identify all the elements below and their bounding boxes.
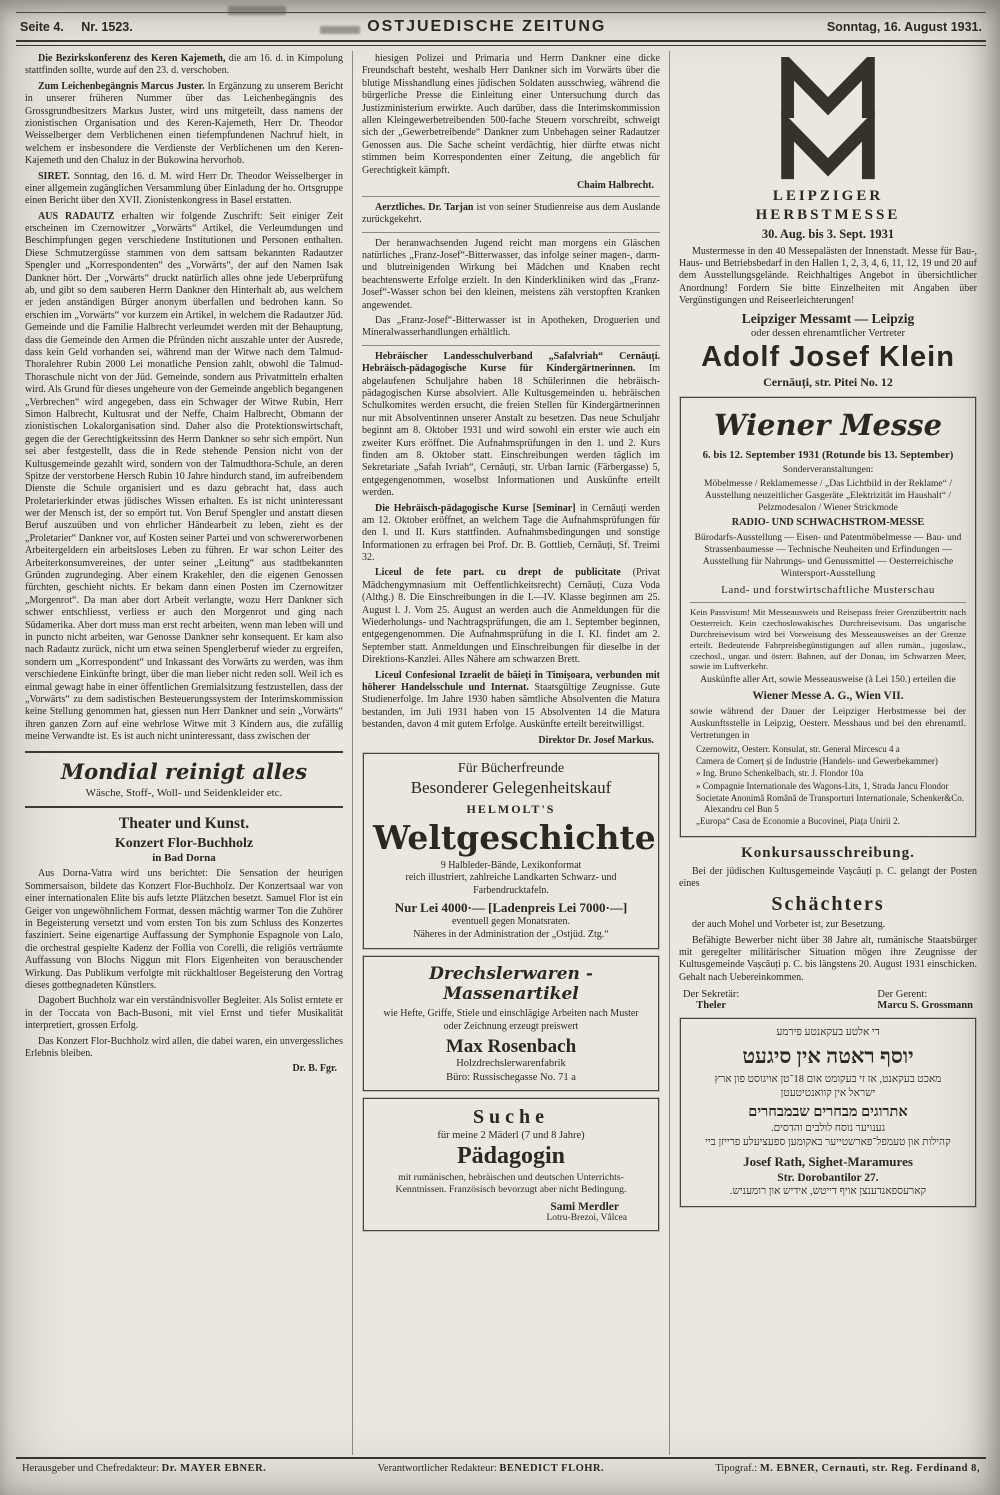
footer-printer-label: Tipograf.: <box>715 1463 758 1474</box>
footer-publisher-label: Herausgeber und Chefredakteur: <box>22 1463 160 1474</box>
article-radautz-signature: Chaim Halbrecht. <box>576 179 654 191</box>
brief-leichenbegaengnis-lead: Zum Leichenbegängnis Marcus Juster. <box>38 80 205 92</box>
ad-leipziger-herbstmesse <box>679 57 977 390</box>
ad-helmolt-format: 9 Halbleder-Bände, Lexikonformat <box>440 859 582 871</box>
ad-helmolt-line2: Besonderer Gelegenheitskauf <box>410 777 612 797</box>
ad-wiener-tech: Bürodarfs-Ausstellung — Eisen- und Patentmöbelmesse — Bau- und Strassenbaumesse — Technische Neuheiten und Erfindungen — Ausstellung für Nahrungs- und Genussmittel — Oesterreichische Wintersport-Ausstellung <box>694 531 962 579</box>
konkurs-secretary-name: Theler <box>696 1000 726 1012</box>
ad-wiener-land: Land- und forstwirtschaftliche Musterschau <box>721 583 935 596</box>
notice-franz-josef-body1: Der heranwachsenden Jugend reicht man morgens ein Gläschen natürliches „Franz-Josef“-Bitterwasser, das infolge seiner magen-, darm- und blutreinigenden Wirkung bei Mädchen und Knaben recht beachtenswerte Erfolge erzielt. In den Kinderkliniken wird das „Franz-Josef“-Wasser schon bei den kleinen, meistens zäh verstopften Kranken angewendet. <box>362 237 660 311</box>
article-konzert-body3: Das Konzert Flor-Buchholz wird allen, die dabei waren, ein unvergessliches Erlebnis bleiben. <box>25 1035 343 1059</box>
konkurs-body2: der auch Mohel und Vorbeter ist, zur Besetzung. <box>692 919 886 931</box>
notice-seminar-lead: Die Hebräisch-pädagogische Kurse [Seminar] <box>375 502 576 514</box>
ad-drechslerwaren-name: Max Rosenbach <box>445 1036 577 1058</box>
notice-liceul-fete-body: (Privat Mädchengymnasium mit Oeffentlichkeitsrecht) Cernăuți, Cuza Voda (Althg.) 8. Die Einschreibungen in die I.—IV. Klasse beginnen am 25. August l. J. Vom 25. August an werden auch die Anmeldungen für die Wiederholungs- und Nachtragsprüfungen, die am 1. September beginnen, entgegengenommen. Die Aufnahmsprüfung in die I. Kl. findet am 2. September statt. Anmeldungen und Einschreibungen für dieselbe in der Direktions-Kanzlei. Alles Nähere am schwarzen Brett. <box>362 567 660 666</box>
notice-liceul-fete-lead: Liceul de fete part. cu drept de publicitate <box>375 567 621 579</box>
ad-helmolt-price: Nur Lei 4000·— [Ladenpreis Lei 7000·—] <box>394 900 628 916</box>
notice-konkursausschreibung <box>679 845 977 1012</box>
ad-wiener-ag: Wiener Messe A. G., Wien VII. <box>752 690 904 703</box>
article-konzert-body2: Dagobert Buchholz war ein verständnisvoller Begleiter. Als Solist erntete er in der Toccata von Bach-Busoni, mit viel Ernst und tiefer Musikalität interpretiert, grossen Erfolg. <box>25 995 343 1032</box>
footer-editor-label: Verantwortlicher Redakteur: <box>377 1463 497 1474</box>
ad-rath-lulavim-line: גענויער נוסח לולבים והדסים. <box>770 1123 886 1135</box>
column-middle <box>352 51 670 1455</box>
ad-helmolt-raten: eventuell gegen Monatsraten. <box>451 916 570 928</box>
ad-mondial <box>25 751 343 808</box>
separator-rule <box>362 345 660 346</box>
masthead-rule <box>16 40 986 46</box>
notice-safalvriah-body: Im abgelaufenen Schuljahre haben 18 Schülerinnen die hebräisch-pädagogischen Kurse absolviert. Alle Kultusgemeinden u. hebräischen Schulkomites werden ersucht, die freien Stellen für Kindergärtnerinnen nur mit Absolventinnen unserer Anstalt zu besetzen. Das neue Schuljahr beginnt am 8. Oktober 1931 und wird sowohl ein erster wie auch ein zweiter Kurs eröffnet. Die Aufnahmsprüfungen in den 1. und 2. Kurs finden am 8. Oktober statt. Einschreibungen werden täglich im Sekretariate „Safah Ivriah“, Cernăuți, str. Urban Iarnic (Färbergasse) 5, entgegengenommen, woselbst Informationen und Auskünfte erteilt werden. <box>362 363 661 499</box>
notice-seminar <box>362 503 660 565</box>
konkurs-signatures <box>679 989 977 1011</box>
ad-leipzig-dates: 30. Aug. bis 3. Sept. 1931 <box>761 226 895 241</box>
ad-leipzig-title2: HERBSTMESSE <box>755 206 901 223</box>
article-radautz-continuation: hiesigen Polizei und Primaria und Herrn Dankner eine dicke Freundschaft besteht, weshalb Herr Dankner sich im Vorwärts über die blutige Misshandlung eines jüdischen Soldaten ausschwieg, während die bürgerliche Presse die Einleitung einer Untersuchung durch das Justizministerium erwirkte. Auch darüber, dass die Interimskommission allen Kleingewerbetreibenden 500-fache Steuern vorschreibt, schweigt sich der „Gewerbetreibende“ Dankner zum Unbehagen seiner Radautzer Genossen aus. Die Sache scheint verdächtig, hier dürfte etwas nicht stimmen beim Korrespondenten einer Zeitung, die angeblich für Gerechtigkeit kämpft. <box>362 53 660 176</box>
ad-mondial-title: Mondial reinigt alles <box>60 759 308 785</box>
ad-josef-rath-etrogim <box>680 1018 976 1207</box>
footer-editor <box>378 1463 605 1474</box>
ad-rath-line3: קהילות און טעמפל־פארשטייער באקומען ספעציעלע פרייזן ביי <box>705 1136 951 1148</box>
ad-suche-line2: für meine 2 Mäderl (7 und 8 Jahre) <box>437 1130 585 1142</box>
ad-wiener-rep-4: Societate Anonimă Română de Transporturi Internationale, Schenker&Co. Alexandru cel Bun 5 <box>696 792 964 815</box>
ad-wiener-sowie: sowie während der Dauer der Leipziger Herbstmesse bei der Auskunftsstelle in Leipzig, Oesterr. Messhaus und bei den ehrenamtl. Vertretungen in <box>690 705 966 741</box>
section-theater-heading: Theater und Kunst. <box>118 815 250 833</box>
ad-wiener-rep-3: » Compagnie Internationale des Wagons-Lits, 1, Strada Jancu Flondor <box>696 780 949 791</box>
article-konzert-body1: Aus Dorna-Vatra wird uns berichtet: Die Sensation der heurigen Sommersaison, bildete das Konzert Flor-Buchholz. Der Konzertsaal war von einer internationalen Elite bis aufs letzte Plätzchen besetzt. Samuel Flor ist ein Geiger von ungewöhnlichem Format, dessen mächtig warmer Ton die Zuhörer in Begeisterung versetzt und vom ersten Ton bis zum Schluss des Konzertes fasziniert. Seine eigenartige Auffassung der Symphonie Espagnole von Lalo, die orchestral gespielte Kadenz der Follia von Corelli, die religiös verträumte Auffassung von Blochs Niggun mit Flors Eigenheiten von berauschender Wirkung. Das Publikum verfolgte mit rückhaltloser Begeisterung den Vortrag dieses gottbegnadeten Künstlers. <box>25 868 343 991</box>
scan-artifact <box>320 26 360 34</box>
konkurs-title: Konkursausschreibung. <box>741 844 915 861</box>
ad-leipzig-title1: LEIPZIGER <box>772 188 884 204</box>
ad-drechslerwaren-body: wie Hefte, Griffe, Stiele und einschlägige Arbeiten nach Muster oder Zeichnung erzeugt preiswert <box>383 1008 639 1032</box>
ad-drechslerwaren-title: Drechslerwaren - Massenartikel <box>429 964 593 1005</box>
ad-helmolt-description: reich illustriert, zahlreiche Landkarten Schwarz- und Farbendrucktafeln. <box>405 872 617 896</box>
ad-mondial-subtitle: Wäsche, Stoff-, Woll- und Seidenkleider etc. <box>85 787 283 800</box>
ad-wiener-dates: 6. bis 12. September 1931 (Rotunde bis 13. September) <box>702 448 954 461</box>
ad-rath-line4: קארעספאנדענצן אויף דייטש, אידיש און רומעניש. <box>729 1186 927 1198</box>
konkurs-secretary <box>683 989 739 1011</box>
ad-wiener-radio-messe: RADIO- UND SCHWACHSTROM-MESSE <box>731 517 925 529</box>
ad-helmolt-weltgeschichte <box>363 753 659 950</box>
brief-leichenbegaengnis-body: In Ergänzung zu unserem Bericht in unserer früheren Nummer über das Leichenbegängnis des Grossgrundbesitzers Markus Juster, wird uns mitgeteilt, dass namens der zionistischen Organisation und des Keren-Kajemeth, Herr Dr. Theodor Weisselberger dem Verblichenen einen tiefempfundenen Nachruf hielt, in welchem er insbesondere die Verdienste der Verblichenen um den Keren-Kajemeth und den Chaluz in der Bukowina hervorhob. <box>25 80 344 167</box>
article-radautz <box>25 211 343 744</box>
notice-seminar-body: in Cernăuți werden am 12. Oktober eröffnet, an welchem Tage die Aufnahmsprüfungen für den I. und II. Kurs stattfinden. Aufnahmsbedingungen und sonstige Informationen zu erfragen bei Prof. Dr. B. Gottlieb, Cernăuți, Sf. Treimi 32. <box>362 502 660 564</box>
ad-wiener-sonder-list: Möbelmesse / Reklamemesse / „Das Lichtbild in der Reklame“ / Ausstellung neuzeitlicher Gasgeräte „Elektrizität im Haushalt“ / Pelzmodesalon / Wiener Strickmode <box>703 478 953 514</box>
page-columns <box>16 51 986 1455</box>
separator-rule <box>362 196 660 197</box>
ad-leipzig-org: Leipziger Messamt — Leipzig <box>741 311 915 327</box>
ad-wiener-sonder-label: Sonderveranstaltungen: <box>782 464 874 476</box>
ad-helmolt-brand: HELMOLT'S <box>466 801 556 816</box>
column-left <box>16 51 352 1455</box>
ad-helmolt-line1: Für Bücherfreunde <box>457 760 565 776</box>
brief-siret-body: Sonntag, den 16. d. M. wird Herr Dr. Theodor Weisselberger in einer allgemein zugänglichen Versammlung über Einladung der ho. Ortsgruppe einen Bericht über den XVII. Zionistenkongress in Basel erstatten. <box>25 170 344 207</box>
ad-drechslerwaren-factory: Holzdrechslerwarenfabrik <box>456 1058 566 1070</box>
article-radautz-lead: AUS RADAUTZ <box>38 210 115 222</box>
ad-helmolt-title: Weltgeschichte <box>373 817 656 857</box>
footer-printer <box>715 1463 980 1474</box>
page-number: Seite 4. <box>20 20 64 34</box>
notice-franz-josef-body2: Das „Franz-Josef“-Bitterwasser ist in Apotheken, Droguerien und Mineralwasserhandlungen erhältlich. <box>362 315 660 339</box>
notice-safalvriah-lead2: Hebräisch-pädagogische Kurse für Kindergärtnerinnen. <box>362 363 636 375</box>
scan-artifact <box>228 6 286 15</box>
konkurs-body1: Bei der jüdischen Kultusgemeinde Vașcăuți p. C. gelangt der Posten eines <box>679 865 977 889</box>
ad-suche-paedagogin <box>363 1098 659 1230</box>
brief-bezirkskonferenz <box>25 53 343 78</box>
konkurs-role: Schächters <box>771 893 885 916</box>
ad-wiener-visa-info: Kein Passvisum! Mit Messeausweis und Reisepass freier Grenzübertritt nach Oesterreich. Kein czechoslowakisches Durchreisevisum. Das ungarische Durchreisevisum wird bei Vorweisung des Messeausweises an der Grenze erteilt. Bedeutende Fahrpreisbegünstigungen auf allen rumän., jugoslaw., czechosl., ungar. und österr. Bahnen, auf der Donau, im Schwarzen Meer, sowie im Luftverkehr. <box>690 602 966 673</box>
ad-rath-line1: מאכט בעקאנט, אז זי בעקומט אום 18־טן אויגוסט פון ארץ <box>714 1074 942 1086</box>
footer-publisher <box>22 1463 266 1474</box>
notice-liceul-izraelit <box>362 670 660 732</box>
masthead-date: Sonntag, 16. August 1931. <box>826 20 982 34</box>
masthead <box>16 15 986 38</box>
article-konzert-signature: Dr. B. Fgr. <box>292 1063 337 1075</box>
separator-rule <box>362 232 660 233</box>
brief-siret-lead: SIRET. <box>38 170 70 182</box>
newspaper-title: OSTJUEDISCHE ZEITUNG <box>367 18 607 35</box>
brief-aerztliches-body: ist von seiner Studienreise aus dem Auslande zurückgekehrt. <box>362 201 661 226</box>
footer-editor-name: BENEDICT FLOHR. <box>499 1463 605 1474</box>
ad-drechslerwaren <box>363 956 659 1091</box>
masthead-left <box>20 20 147 34</box>
ad-suche-name: Sami Merdler <box>550 1200 619 1213</box>
ad-drechslerwaren-address: Büro: Russischegasse No. 71 a <box>446 1072 576 1084</box>
ad-leipzig-rep-note: oder dessen ehrenamtlicher Vertreter <box>750 328 906 340</box>
konkurs-gerent <box>877 989 973 1011</box>
brief-aerztliches-lead: Aerztliches. Dr. Tarjan <box>375 201 474 213</box>
ad-leipzig-body: Mustermesse in den 40 Messepalästen der Innenstadt. Messe für Bau-, Haus- und Betriebsbedarf in den Hallen 1, 2, 3, 4, 6, 11, 12, 19 und 20 auf dem Ausstellungsgelände. Reichhaltiges Angebot in übersichtlicher Anordnung! Fordern Sie bitte Einzelheiten mit Angaben über Vergünstigungen und Reiseerleichterungen! <box>679 245 977 307</box>
ad-rath-title: יוסף ראטה אין סיגעט <box>742 1043 914 1068</box>
notice-liceul-izraelit-body: Staatsgültige Zeugnisse. Gute Studienerfolge. Im Jahre 1930 haben sämtliche Absolventen die Matura bestanden, im Juli 1931 haben von 15 Absolventen 14 die Matura bestanden, davon 4 mit gutem Erfolge. Auskünfte erteilt bereitwilligst. <box>362 681 660 731</box>
notice-liceul-izraelit-signature: Direktor Dr. Josef Markus. <box>538 734 654 746</box>
ad-leipzig-rep-address: Cernăuți, str. Pitei No. 12 <box>763 375 893 390</box>
section-theater <box>25 815 343 1074</box>
notice-liceul-izraelit-lead: Liceul Confesional Izraelit de băieți în Timișoara, verbunden mit höherer Handelsschule und Internat. <box>362 669 660 693</box>
footer-printer-name: M. EBNER, Cernauti, str. Reg. Ferdinand 8, <box>759 1463 980 1474</box>
ad-wiener-rep-1: Camera de Comerț și de Industrie (Handels- und Gewerbekammer) <box>696 756 938 767</box>
ad-wiener-rep-5: „Europa“ Casa de Economie a Bucovinei, Piața Unirii 2. <box>696 816 900 827</box>
leipziger-messe-double-m-icon <box>753 57 903 185</box>
issue-number: Nr. 1523. <box>81 20 133 34</box>
brief-siret <box>25 171 343 208</box>
ad-suche-body: mit rumänischen, hebräischen und deutschen Unterrichts-Kenntnissen. Französisch bevorzugt aber nicht Bedingung. <box>395 1172 627 1196</box>
brief-leichenbegaengnis <box>25 81 343 168</box>
column-right <box>670 51 986 1455</box>
ad-wiener-logo-text: Wiener Messe <box>713 408 943 443</box>
top-rule <box>16 12 986 13</box>
page-footer <box>16 1457 986 1474</box>
brief-bezirkskonferenz-body: die am 16. d. in Kimpolung stattfinden sollte, wurde auf den 23. d. verschoben. <box>25 53 343 77</box>
notice-safalvriah-lead: Hebräischer Landesschulverband „Safalvriah“ Cernăuți. <box>375 350 660 362</box>
brief-bezirkskonferenz-lead: Die Bezirkskonferenz des Keren Kajemeth, <box>38 53 226 64</box>
ad-rath-latin-name: Josef Rath, Sighet-Maramures <box>743 1153 913 1169</box>
ad-suche-address: Lotru-Brezoi, Vâlcea <box>546 1212 627 1223</box>
brief-aerztliches <box>362 202 660 227</box>
ad-wiener-auskunft: Auskünfte aller Art, sowie Messeausweise (à Lei 150.) erteilen die <box>700 674 956 686</box>
ad-suche-role: Pädagogin <box>456 1143 566 1170</box>
ad-helmolt-contact: Näheres in der Administration der „Ostjüd. Ztg.“ <box>413 928 609 940</box>
ad-rath-etrogim-line: אתרוגים מבחרים שבמבחרים <box>748 1104 908 1121</box>
notice-safalvriah <box>362 351 660 500</box>
ad-rath-latin-address: Str. Dorobantilor 27. <box>777 1171 879 1184</box>
ad-wiener-rep-2: » Ing. Bruno Schenkelbach, str. J. Flondor 10a <box>696 768 864 779</box>
konkurs-gerent-label: Der Gerent: <box>877 989 928 1001</box>
article-konzert-headline: Konzert Flor-Buchholz <box>114 836 254 852</box>
footer-publisher-name: Dr. MAYER EBNER. <box>161 1463 267 1474</box>
ad-wiener-messe <box>680 397 976 836</box>
article-radautz-body: erhalten wir folgende Zuschrift: Seit einiger Zeit erscheinen im Czernowitzer „Vorwärts“ Artikel, die Verleumdungen und Beschimpfungen gegen verschiedene Institutionen und Personen enthalten. Diese Schmutzergüsse stammen von dem sattsam bekannten Radautzer Spengler und „Korrespondenten“ des „Vorwärts“, der auf den Namen Isak Dankner hört. Der „Vorwärts“ druckt natürlich alles ohne jede Ueberprüfung ab, und gibt so dem sauberen Herrn Dankner den Hinterhalt ab, aus welchem er jeden anständigen Bürger anonym überfallen und bedrohen kann. So erschien im „Vorwärts“ vor kurzem ein Artikel, in welchem die Radautzer Jüd. Gemeinde und die Familie Halbrecht verleumdet werden mit der Behauptung, dass die Gemeinde den Armen die Pfründen nicht auszahle unter der Ausrede, dass kein Geld vorhanden sei, während man der Witwe nach dem Talmud-Thoralehrer Rubin 2000 Lei monatliche Pension zahlt, obwohl die Talmud-Thoraschule nicht von der Jüd. Gemeinde, sondern aus Privatmitteln erhalten wird. Als Grund für dieses ungeheure von der Gemeinde angeblich begangenen „Verbrechen“ wird angegeben, dass ein Schwager der Witwe Rubin, Herr Simon Halbrecht, Kultusrat und der Neffe, Chaim Halbrecht, Obmann der zionistischen Lokalorganisation sind. Daher also die Protektionswirtschaft, gegen die der Gerechtigkeitssinn des Herrn Dankner so sehr sich empört. Nun sei aber festgestellt, dass die in Rede stehende Pension nicht von der Kultusgemeinde gezahlt wird, sondern von der Talmudthora-Schule, an deren Spitze der verstorbene Hersch Rubin 10 Jahre hindurch stand, im aufreibendem Dienste die Schule organisiert und es dazu gebracht hat, dass auch Proletarierkinder etwas jüdisches Wissen erhalten. Es ist nicht uninteressant wer der Mensch ist, der so empört tut. Von Beruf Spengler und anstatt diesen Beruf auszuüben und von ehrlicher Händearbeit zu leben, zieht es der „Proletarier“ Dankner vor, auf Kosten seiner Partei und von schwererworbenen Arbeitergeldern ein arbeitsloses Leben zu führen. Er war schon Leiter des Arbeiterkonsumvereines, der unter seiner „Leitung“ aus stadtbekannten Gründen zugrundeging. Aber einem Krakehler, den die eigenen Genossen fürchten, geschieht nichts. Er bekam dann einen Posten im Czernowitzer „Morgenrot“. Da man aber dort Arbeit verlangte, wozu Herr Dankner sich schwer entschliesst, verliess er auch den Morgenrot und ging nach Südamerika. Aber dort muss man erst recht arbeiten, wenn man leben will und in puncto nicht arbeiten, war Genosse Dankner sehr konsequent. Er kam also nach Radautz zurück, nicht um etwa seinen Spenglerberuf wieder zu ergreifen, sondern um „Korrespondent“ und Inkassant des Vorwärts zu werden, was ihm verschiedene Einkünfte bringt, über die man lieber nicht reden soll. Weil ich es einmal gewagt habe in einer öffentlichen Gremialsitzung festzustellen, dass der „Vorwärts“ zu dem sadistischen Besteuerungssystem der Interimskommission keine Stellung genommen hat, giessen nun Herr Dankner und sein „Vorwärts“ ihren ganzen Zorn auf eine wehrlose Witwe mit 3 Kindern aus, die zufällig meine Verwandte ist. Es ist auch nicht uninteressant, dass zwischen der <box>25 210 344 743</box>
konkurs-secretary-label: Der Sekretär: <box>683 989 740 1001</box>
ad-wiener-rep-0: Czernowitz, Oesterr. Konsulat, str. General Mircescu 4 a <box>696 743 900 754</box>
notice-liceul-fete <box>362 567 660 666</box>
konkurs-body3: Befähigte Bewerber nicht über 38 Jahre alt, rumänische Staatsbürger mit geregelter militärischer Situation mögen ihre Zeugnisse der Kultusgemeinde Vașcăuți p. C. bis längstens 20. August 1931 einschicken. Gehalt nach Uebereinkommen. <box>679 934 977 983</box>
ad-leipzig-representative: Adolf Josef Klein <box>701 341 955 374</box>
ad-rath-top-line: די אלטע בעקאנטע פירמע <box>776 1027 880 1039</box>
konkurs-gerent-name: Marcu S. Grossmann <box>877 1000 973 1012</box>
ad-rath-line2: ישראל אין קוואנטיטעטן <box>780 1087 876 1099</box>
article-konzert-subhead: in Bad Dorna <box>152 852 216 865</box>
ad-suche-title: Suche <box>472 1106 550 1129</box>
